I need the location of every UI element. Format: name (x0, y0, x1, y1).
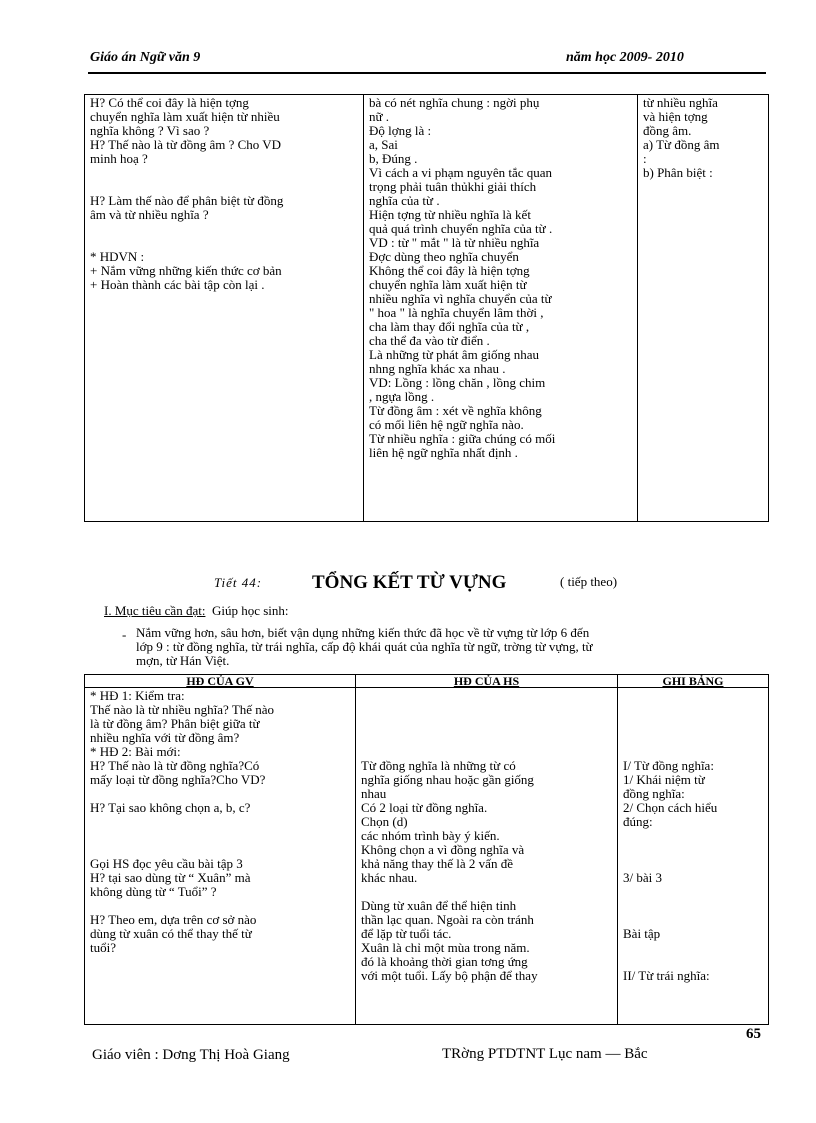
text-line: Thế nào là từ nhiều nghĩa? Thế nào (90, 703, 275, 717)
text-line: + Hoàn thành các bài tập còn lại . (90, 278, 265, 292)
text-line: cha thể đa vào từ điển . (369, 334, 490, 348)
header-school-year: năm học 2009- 2010 (566, 50, 684, 65)
text-line (623, 703, 763, 717)
text-line: Xuân là chỉ một mùa trong năm. (361, 941, 530, 955)
text-line: khả năng thay thế là 2 vấn đề (361, 857, 513, 871)
continued-lesson-table (84, 94, 769, 522)
text-line (361, 745, 612, 759)
text-line: Từ đồng nghĩa là những từ có (361, 759, 516, 773)
text-line (90, 899, 350, 913)
objectives-label: I. Mục tiêu cần đạt: (104, 603, 206, 618)
text-line: H? Làm thế nào để phân biệt từ đồng (90, 194, 284, 208)
text-line: khác nhau. (361, 871, 418, 885)
text-line (623, 885, 763, 899)
text-line (90, 787, 350, 801)
text-line: quả quá trình chuyển nghĩa của từ . (369, 222, 553, 236)
student-activity-cell (356, 688, 618, 1025)
text-line (90, 236, 358, 250)
text-line: và hiện tợng (643, 110, 708, 124)
table-row (85, 688, 769, 1025)
text-line: H? Tại sao không chọn a, b, c? (90, 801, 251, 815)
text-line: Từ nhiều nghĩa : giữa chúng có mối (369, 432, 556, 446)
text-line: mấy loại từ đồng nghĩa?Cho VD? (90, 773, 266, 787)
lesson-title: TỔNG KẾT TỪ VỰNG (312, 572, 507, 593)
page-number: 65 (746, 1026, 761, 1042)
text-line: dùng từ xuân có thể thay thế từ (90, 927, 252, 941)
text-line: Không chọn a vì đồng nghĩa và (361, 843, 525, 857)
text-line: I/ Từ đồng nghĩa: (623, 759, 714, 773)
text-line: lớp 9 : từ đồng nghĩa, từ trái nghĩa, cấp độ khái quát của nghĩa từ ngữ, trờng từ vựng, từ (136, 640, 593, 654)
text-line: , ngựa lồng . (369, 390, 435, 404)
text-line: tuổi? (90, 941, 116, 955)
text-line: đó là khoảng thời gian tơng ứng (361, 955, 528, 969)
text-line: từ nhiều nghĩa (643, 96, 718, 110)
objectives-intro: Giúp học sinh: (211, 603, 289, 618)
text-line: + Nắm vững những kiến thức cơ bản (90, 264, 282, 278)
lesson-subtitle: ( tiếp theo) (560, 574, 618, 589)
objectives-section (104, 604, 768, 668)
text-line (90, 180, 358, 194)
text-line (623, 717, 763, 731)
table-header-row (85, 675, 769, 688)
text-line: nghĩa của từ . (369, 194, 440, 208)
header-teacher-activity: HĐ CỦA GV (85, 675, 356, 688)
text-line: nghĩa giống nhau hoặc gần giống (361, 773, 534, 787)
lesson-heading (0, 572, 816, 600)
text-line: II/ Từ trái nghĩa: (623, 969, 710, 983)
text-line: * HĐ 2: Bài mới: (90, 745, 181, 759)
text-line: các nhóm trình bày ý kiến. (361, 829, 500, 843)
text-line: bà có nét nghĩa chung : ngời phụ (369, 96, 540, 110)
text-line: Nắm vững hơn, sâu hơn, biết vận dụng những kiến thức đã học về từ vựng từ lớp 6 đến (136, 626, 590, 640)
board-notes-cell (638, 95, 769, 522)
lesson-number: Tiết 44: (214, 575, 263, 590)
text-line (90, 843, 350, 857)
text-line: nghĩa không ? Vì sao ? (90, 124, 210, 138)
text-line: 2/ Chọn cách hiểu (623, 801, 718, 815)
text-line: nhiều nghĩa vì nghĩa chuyển của từ (369, 292, 552, 306)
text-line: liên hệ ngữ nghĩa nhất định . (369, 446, 518, 460)
text-line: có mối liên hệ ngữ nghĩa nào. (369, 418, 524, 432)
text-line: mợn, từ Hán Việt. (136, 654, 230, 668)
text-line (90, 829, 350, 843)
text-line: trọng phải tuân thủkhi giải thích (369, 180, 537, 194)
text-line (361, 731, 612, 745)
text-line: nữ . (369, 110, 390, 124)
text-line: cha làm thay đổi nghĩa của từ , (369, 320, 530, 334)
text-line: a) Từ đồng âm (643, 138, 720, 152)
text-line (361, 689, 612, 703)
text-line: không dùng từ “ Tuổi” ? (90, 885, 217, 899)
text-line (623, 899, 763, 913)
text-line: H? Có thể coi đây là hiện tợng (90, 96, 249, 110)
text-line: Gọi HS đọc yêu cầu bài tập 3 (90, 857, 243, 871)
text-line: Hiện tợng từ nhiều nghĩa là kết (369, 208, 531, 222)
text-line (361, 885, 612, 899)
text-line: đồng nghĩa: (623, 787, 685, 801)
text-line (90, 166, 358, 180)
text-line: thần lạc quan. Ngoài ra còn tránh (361, 913, 534, 927)
header-student-activity: HĐ CỦA HS (356, 675, 618, 688)
text-line (623, 941, 763, 955)
lesson-activity-table (84, 674, 769, 1025)
text-line: Dùng từ xuân để thể hiện tinh (361, 899, 517, 913)
text-line: 3/ bài 3 (623, 871, 662, 885)
text-line: b, Đúng . (369, 152, 418, 166)
text-line (623, 689, 763, 703)
text-line: nhng nghĩa khác xa nhau . (369, 362, 506, 376)
text-line: H? tại sao dùng từ “ Xuân” mà (90, 871, 251, 885)
text-line (623, 843, 763, 857)
objectives-bullet: - (122, 627, 127, 642)
footer-school: TRờng PTDTNT Lục nam — Bắc (442, 1046, 648, 1062)
text-line: H? Theo em, dựa trên cơ sở nào (90, 913, 257, 927)
header-board-notes: GHI BẢNG (618, 675, 769, 688)
board-notes-cell (618, 688, 769, 1025)
text-line (361, 717, 612, 731)
text-line (623, 955, 763, 969)
text-line: nhiều nghĩa với từ đồng âm? (90, 731, 240, 745)
text-line: minh hoạ ? (90, 152, 148, 166)
text-line: * HDVN : (90, 250, 145, 264)
text-line (90, 815, 350, 829)
text-line: Đợc dùng theo nghĩa chuyển (369, 250, 519, 264)
text-line: * HĐ 1: Kiểm tra: (90, 689, 185, 703)
text-line: H? Thế nào là từ đồng âm ? Cho VD (90, 138, 282, 152)
text-line (623, 829, 763, 843)
table-row (85, 95, 769, 522)
header-rule (88, 72, 766, 74)
text-line: Bài tập (623, 927, 661, 941)
text-line: đúng: (623, 815, 653, 829)
text-line (90, 222, 358, 236)
text-line: với một tuổi. Lấy bộ phận để thay (361, 969, 538, 983)
text-line: chuyển nghĩa làm xuất hiện từ (369, 278, 527, 292)
text-line: là từ đồng âm? Phân biệt giữa từ (90, 717, 260, 731)
teacher-activity-cell (85, 688, 356, 1025)
text-line: Từ đồng âm : xét về nghĩa không (369, 404, 542, 418)
objectives-text (136, 626, 768, 668)
footer-teacher: Giáo viên : Dơng Thị Hoà Giang (92, 1047, 290, 1063)
header-subject: Giáo án Ngữ văn 9 (90, 50, 201, 65)
text-line: b) Phân biệt : (643, 166, 713, 180)
text-line (623, 857, 763, 871)
text-line: âm và từ nhiều nghĩa ? (90, 208, 209, 222)
text-line: 1/ Khái niệm từ (623, 773, 705, 787)
text-line: Có 2 loại từ đồng nghĩa. (361, 801, 488, 815)
text-line: Chọn (d) (361, 815, 408, 829)
text-line: đồng âm. (643, 124, 692, 138)
text-line: chuyển nghĩa làm xuất hiện từ nhiều (90, 110, 280, 124)
text-line: a, Sai (369, 138, 398, 152)
teacher-activity-cell (85, 95, 364, 522)
text-line (361, 703, 612, 717)
text-line: Vì cách a vi phạm nguyên tắc quan (369, 166, 553, 180)
text-line (623, 745, 763, 759)
text-line (623, 913, 763, 927)
text-line: nhau (361, 787, 387, 801)
text-line: Không thể coi đây là hiện tợng (369, 264, 530, 278)
text-line: H? Thế nào là từ đồng nghĩa?Có (90, 759, 260, 773)
text-line: Độ lợng là : (369, 124, 432, 138)
text-line: " hoa " là nghĩa chuyển lâm thời , (369, 306, 544, 320)
text-line: để lặp từ tuổi tác. (361, 927, 452, 941)
text-line (623, 731, 763, 745)
student-activity-cell (364, 95, 638, 522)
text-line: Là những từ phát âm giống nhau (369, 348, 540, 362)
text-line: VD: Lồng : lồng chăn , lồng chim (369, 376, 546, 390)
text-line: VD : từ " mắt " là từ nhiều nghĩa (369, 236, 540, 250)
text-line: : (643, 152, 647, 166)
